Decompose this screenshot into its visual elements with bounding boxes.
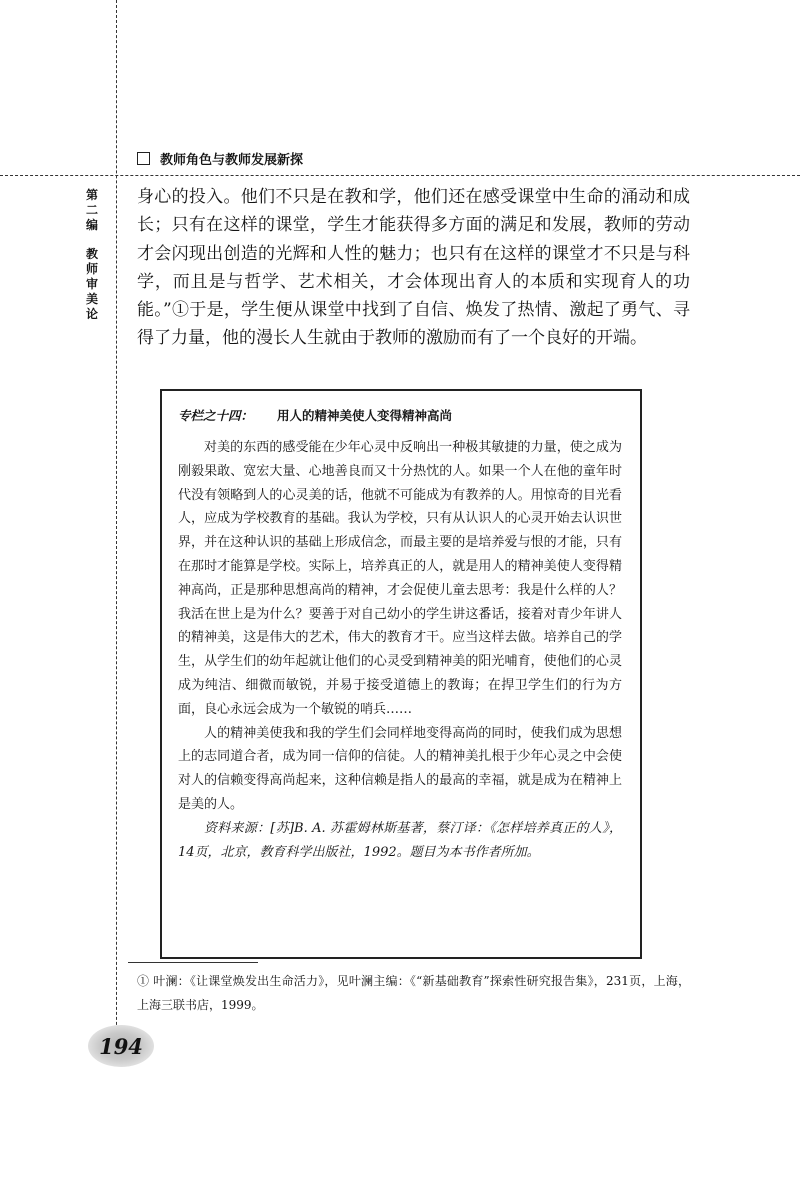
running-header [137, 148, 303, 168]
box-paragraph-1: 对美的东西的感受能在少年心灵中反响出一种极其敏捷的力量，使之成为刚毅果敢、宽宏大量、心地善良而又十分热忱的人。如果一个人在他的童年时代没有领略到人的心灵美的话，他就不可能成为有教养的人。用惊奇的目光看人，应成为学校教育的基础。我认为学校，只有从认识人的心灵开始去认识世界，并在这种认识的基础上形成信念，而最主要的是培养爱与恨的才能，只有在那时才能算是学校。实际上，培养真正的人，就是用人的精神美使人变得精神高尚，正是那种思想高尚的精神，才会促使儿童去思考：我是什么样的人？我活在世上是为什么？要善于对自己幼小的学生讲这番话，接着对青少年讲人的精神美，这是伟大的艺术，伟大的教育才干。应当这样去做。培养自己的学生，从学生们的幼年起就让他们的心灵受到精神美的阳光哺育，使他们的心灵成为纯洁、细微而敏锐，并易于接受道德上的教诲；在捍卫学生们的行为方面，良心永远会成为一个敏锐的哨兵…… [178, 440, 622, 717]
box-heading [178, 406, 452, 424]
page-number: 194 [88, 1025, 154, 1067]
body-text: 身心的投入。他们不只是在教和学，他们还在感受课堂中生命的涌动和成长；只有在这样的课堂，学生才能获得多方面的满足和发展，教师的劳动才会闪现出创造的光辉和人性的魅力；也只有在这样的课堂才不只是与科学，而且是与哲学、艺术相关，才会体现出育人的本质和实现育人的功能。”①于是，学生便从课堂中找到了自信、焕发了热情、激起了勇气、寻得了力量，他的漫长人生就由于教师的激励而有了一个良好的开端。 [137, 187, 690, 349]
footnote: ① 叶澜：《让课堂焕发出生命活力》，见叶澜主编：《“新基础教育”探索性研究报告集》，231页，上海，上海三联书店，1999。 [137, 974, 690, 1012]
box-source: 资料来源：[苏]B. A. 苏霍姆林斯基著，蔡汀译：《怎样培养真正的人》，14页，北京，教育科学出版社，1992。题目为本书作者所加。 [178, 820, 622, 860]
box-paragraph-2: 人的精神美使我和我的学生们会同样地变得高尚的同时，使我们成为思想上的志同道合者，成为同一信仰的信徒。人的精神美扎根于少年心灵之中会使对人的信赖变得高尚起来，这种信赖是指人的最高的幸福，就是成为在精神上是美的人。 [178, 725, 622, 812]
box-body [178, 436, 622, 864]
sidebar-box [160, 389, 642, 959]
footnote-rule [128, 962, 258, 963]
square-icon [137, 152, 150, 165]
side-tab-part: 第二编 [85, 188, 98, 232]
box-tag: 专栏之十四： [178, 408, 254, 423]
left-margin-dashed-line [116, 0, 117, 1060]
box-title: 用人的精神美使人变得精神高尚 [277, 408, 453, 423]
header-dashed-line [0, 175, 800, 176]
header-title: 教师角色与教师发展新探 [160, 152, 304, 168]
side-tab-section: 教师审美论 [85, 247, 98, 321]
side-tab [84, 188, 100, 322]
